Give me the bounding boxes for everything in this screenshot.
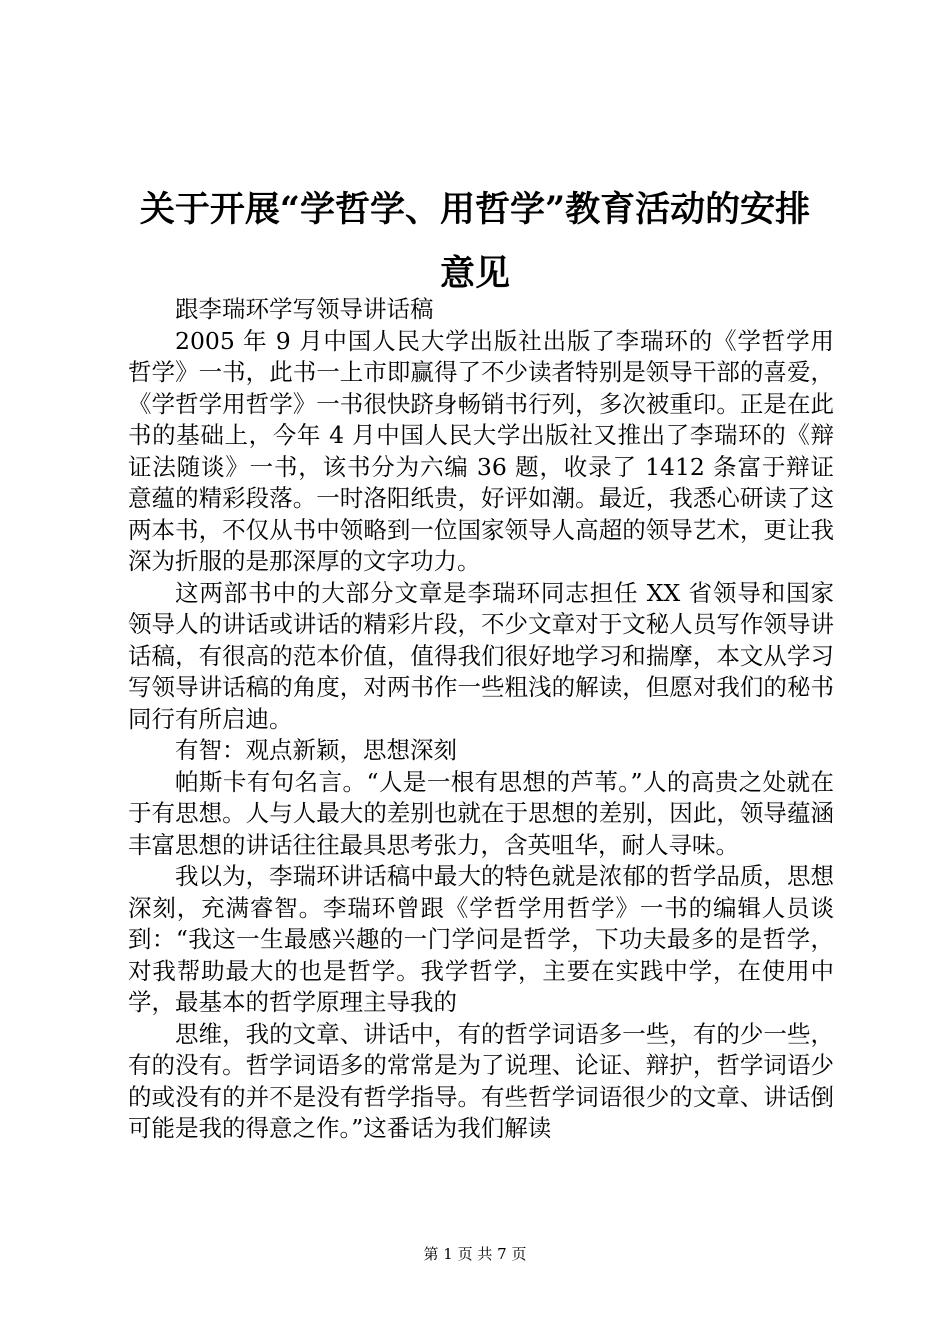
- paragraph: 帕斯卡有句名言。“人是一根有思想的芦苇。”人的高贵之处就在于有思想。人与人最大的差别也就在于思想的差别，因此，领导蕴涵丰富思想的讲话往往最具思考张力，含英咀华，耐人寻味。: [128, 767, 834, 859]
- title-line-2: 意见: [439, 253, 510, 294]
- paragraph: 这两部书中的大部分文章是李瑞环同志担任 XX 省领导和国家领导人的讲话或讲话的精彩片段，不少文章对于文秘人员写作领导讲话稿，有很高的范本价值，值得我们很好地学习和揣摩，本文从学习写领导讲话稿的角度，对两书作一些粗浅的解读，但愿对我们的秘书同行有所启迪。: [128, 578, 834, 733]
- paragraph: 我以为，李瑞环讲话稿中最大的特色就是浓郁的哲学品质，思想深刻，充满睿智。李瑞环曾跟《学哲学用哲学》一书的编辑人员谈到：“我这一生最感兴趣的一门学问是哲学，下功夫最多的是哲学，对我帮助最大的也是哲学。我学哲学，主要在实践中学，在使用中学，最基本的哲学原理主导我的: [128, 862, 834, 1016]
- document-body: [128, 294, 834, 1145]
- page-footer: 第 1 页 共 7 页: [423, 1245, 527, 1263]
- paragraph-subtitle: 跟李瑞环学写领导讲话稿: [175, 295, 434, 323]
- document-title: [100, 178, 850, 306]
- paragraph: 思维，我的文章、讲话中，有的哲学词语多一些，有的少一些，有的没有。哲学词语多的常常是为了说理、论证、辩护，哲学词语少的或没有的并不是没有哲学指导。有些哲学词语很少的文章、讲话倒可能是我的得意之作。”这番话为我们解读: [128, 1019, 834, 1142]
- paragraph: 2005 年 9 月中国人民大学出版社出版了李瑞环的《学哲学用哲学》一书，此书一上市即赢得了不少读者特别是领导干部的喜爱，《学哲学用哲学》一书很快跻身畅销书行列，多次被重印。正是在此书的基础上，今年 4 月中国人民大学出版社又推出了李瑞环的《辩证法随谈》一书，该书分为六编 36 题，收录了 1412 条富于辩证意蕴的精彩段落。一时洛阳纸贵，好评如潮。最近，我悉心研读了这两本书，不仅从书中领略到一位国家领导人高超的领导艺术，更让我深为折服的是那深厚的文字功力。: [128, 326, 834, 575]
- section-heading: 有智：观点新颖，思想深刻: [175, 736, 457, 764]
- title-line-1: 关于开展“学哲学、用哲学”教育活动的安排: [139, 189, 811, 230]
